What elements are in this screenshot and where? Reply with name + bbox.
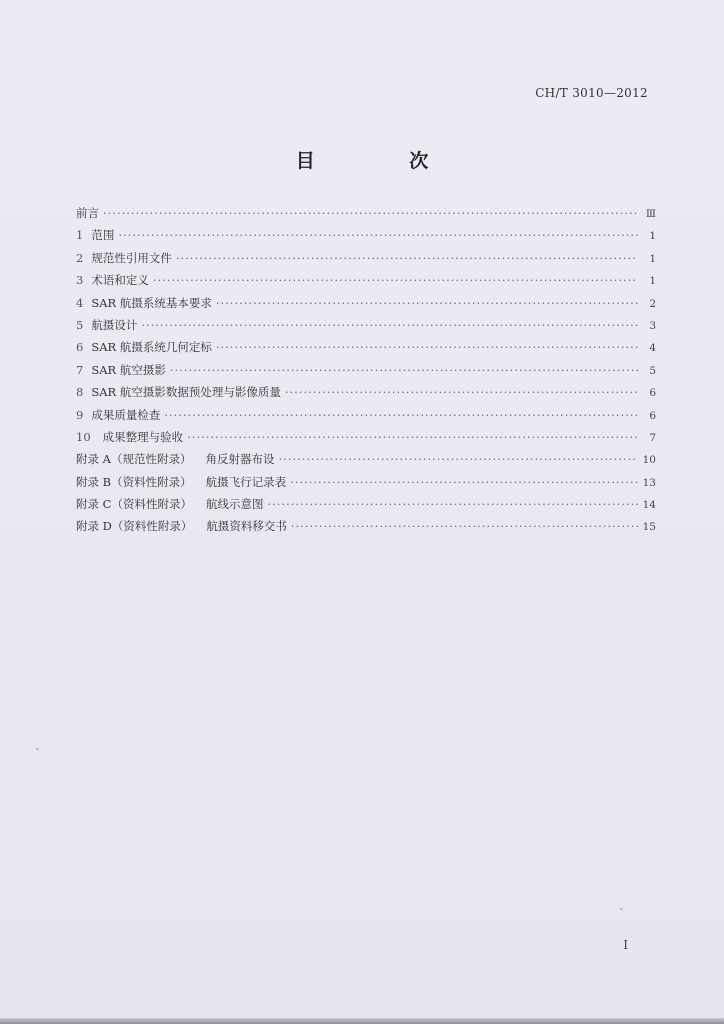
toc-entry-10[interactable] — [76, 429, 656, 451]
toc-entry-label: SAR 航摄系统几何定标 — [91, 340, 212, 355]
toc-entry-number: 10 — [76, 429, 91, 444]
toc-entry-number: 2 — [76, 250, 84, 265]
toc-leader-dots — [118, 228, 638, 242]
toc-entry-label: SAR 航空摄影 — [91, 362, 166, 377]
toc-leader-dots — [153, 273, 638, 287]
toc-leader-dots — [216, 340, 638, 354]
toc-entry-label: 航摄设计 — [91, 317, 138, 332]
toc-leader-dots — [285, 385, 638, 399]
paper-speck — [620, 908, 623, 910]
toc-leader-dots — [103, 206, 638, 220]
toc-entry-4[interactable] — [76, 295, 656, 317]
toc-entry-label: 附录 D（资料性附录） — [76, 519, 193, 534]
toc-leader-dots — [291, 519, 638, 533]
toc-entry-page: 1 — [649, 275, 656, 288]
toc-entry-page: 1 — [649, 252, 656, 265]
table-of-contents — [76, 205, 656, 541]
toc-entry-page: 14 — [642, 499, 656, 512]
toc-entry-8[interactable] — [76, 384, 656, 406]
toc-entry-6[interactable] — [76, 339, 656, 361]
page-bottom-edge — [0, 1018, 724, 1024]
toc-entry-3[interactable] — [76, 272, 656, 294]
toc-entry-subtitle: 航线示意图 — [205, 497, 264, 512]
toc-entry-page: 2 — [649, 297, 656, 310]
toc-leader-dots — [278, 452, 638, 466]
toc-entry-page: Ⅲ — [645, 208, 656, 220]
toc-entry-page: 5 — [649, 364, 656, 377]
toc-entry-9[interactable] — [76, 407, 656, 429]
toc-entry-number: 4 — [76, 295, 84, 310]
toc-entry-appendix-d[interactable] — [76, 518, 656, 540]
toc-entry-page: 7 — [649, 431, 656, 444]
toc-entry-subtitle: 航摄飞行记录表 — [205, 474, 287, 489]
toc-entry-appendix-a[interactable] — [76, 451, 656, 473]
paper-speck — [36, 748, 39, 750]
toc-leader-dots — [290, 475, 638, 489]
toc-entry-page: 15 — [642, 521, 656, 534]
toc-entry-number: 9 — [76, 407, 84, 422]
toc-entry-number: 5 — [76, 317, 84, 332]
toc-leader-dots — [187, 430, 638, 444]
toc-leader-dots — [164, 408, 638, 422]
page-number: I — [623, 938, 628, 952]
toc-entry-label: 术语和定义 — [91, 273, 149, 288]
toc-entry-label: 附录 B（资料性附录） — [76, 474, 192, 489]
toc-entry-1[interactable] — [76, 227, 656, 249]
toc-entry-5[interactable] — [76, 317, 656, 339]
toc-entry-subtitle: 角反射器布设 — [205, 452, 275, 467]
toc-entry-number: 1 — [76, 228, 84, 243]
toc-entry-label: SAR 航摄系统基本要求 — [91, 295, 212, 310]
toc-entry-number: 8 — [76, 385, 84, 400]
toc-entry-page: 3 — [649, 319, 656, 332]
toc-entry-label: 附录 C（资料性附录） — [76, 497, 192, 512]
toc-entry-foreword[interactable] — [76, 205, 656, 227]
toc-leader-dots — [267, 497, 638, 511]
toc-entry-7[interactable] — [76, 362, 656, 384]
page-title: 目 次 — [295, 150, 473, 172]
toc-entry-label: 成果整理与验收 — [102, 429, 184, 444]
toc-entry-appendix-b[interactable] — [76, 474, 656, 496]
toc-entry-page: 6 — [649, 387, 656, 400]
toc-entry-label: SAR 航空摄影数据预处理与影像质量 — [91, 385, 281, 400]
toc-leader-dots — [170, 363, 638, 377]
toc-entry-label: 规范性引用文件 — [91, 250, 172, 265]
toc-entry-appendix-c[interactable] — [76, 496, 656, 518]
toc-entry-number: 7 — [76, 362, 84, 377]
toc-entry-label: 成果质量检查 — [91, 407, 161, 422]
toc-entry-2[interactable] — [76, 250, 656, 272]
toc-entry-page: 6 — [649, 409, 656, 422]
toc-entry-label: 范围 — [91, 228, 115, 243]
toc-entry-number: 6 — [76, 340, 84, 355]
toc-leader-dots — [216, 296, 638, 310]
toc-entry-page: 13 — [642, 476, 656, 489]
toc-leader-dots — [176, 251, 638, 265]
toc-entry-subtitle: 航摄资料移交书 — [206, 519, 287, 534]
toc-entry-page: 1 — [649, 230, 656, 243]
toc-entry-label: 前言 — [76, 206, 99, 220]
toc-entry-page: 10 — [642, 454, 656, 467]
toc-entry-page: 4 — [649, 342, 656, 355]
toc-entry-number: 3 — [76, 273, 84, 288]
toc-entry-label: 附录 A（规范性附录） — [76, 452, 192, 467]
standard-code: CH/T 3010—2012 — [535, 86, 648, 100]
toc-leader-dots — [141, 318, 638, 332]
